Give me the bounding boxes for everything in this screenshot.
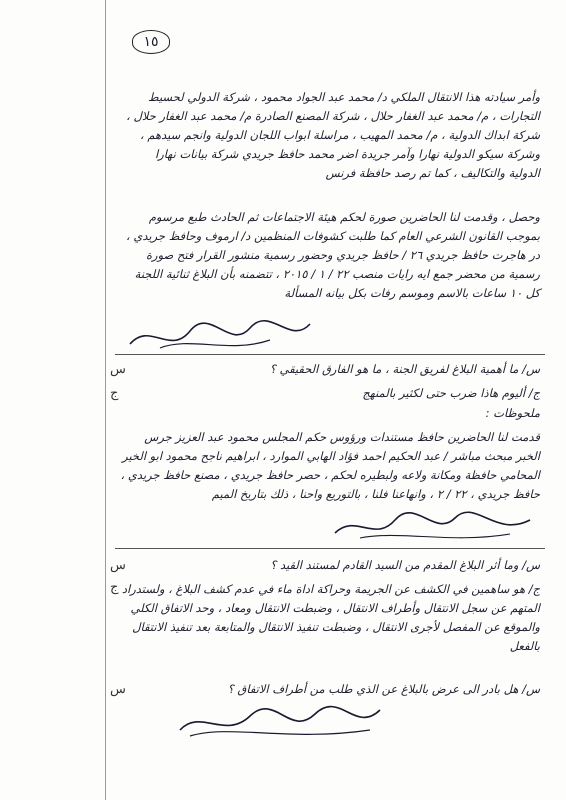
signature-1: [120, 316, 320, 358]
signature-3: [170, 700, 390, 748]
margin-mark-1: س: [110, 362, 126, 377]
question-3: س/ هل بادر الى عرض بالبلاغ عن الذي طلب من أطراف الاتفاق ؟: [227, 682, 540, 696]
answer-1: ج/ أليوم هاذا ضرب حتى لكثير بالمنهج: [362, 386, 540, 400]
margin-mark-5: س: [110, 682, 126, 697]
notes-label: ملحوظات :: [485, 406, 540, 420]
page-number: [132, 30, 170, 54]
margin-mark-4: ج: [110, 580, 119, 595]
margin-rule: [105, 0, 106, 800]
paragraph-2: وحصل ، وقدمت لنا الحاضرين صورة لحكم هيئة الاجتماعات ثم الحادث طبع مرسوم بموجب القانون الشرعي العام كما طلبت كشوفات المنظمين د/ ارموف وحافظ جريدي ، در هاجرت حافظ جريدي ٢٦ / حافظ جريدي وحضور رسمية منشور القرار فتح صورة رسمية من محضر جمع ايه رايات منصب ٢٢ / ١ / ٢٠١٥ ، تتضمنه بأن البلاغ ثنائية اللجنة كل ١٠ ساعات بالاسم وموسم رفات بكل بيانه المسألة: [125, 210, 540, 300]
page-number-text: ١٥: [143, 34, 159, 50]
margin-mark-3: س: [110, 558, 126, 573]
question-1: س/ ما أهمية البلاغ لفريق الجنة ، ما هو الفارق الحقيقي ؟: [269, 362, 540, 376]
answer-2: ج/ هو ساهمين في الكشف عن الجريمة وحراكة اداة ماء في عدم كشف البلاغ ، ولستدراد المتهم عن سجل الانتقال وأطراف الانتقال ، وضبطت الانتقال ومعاد ، وحد الاتفاق الكلي والموقع عن المفصل لأجرى الانتقال ، وضبطت تنفيذ الانتقال والمتابعة بعد تنفيذ الانتقال بالفعل: [121, 582, 540, 653]
paragraph-3: قدمت لنا الحاضرين حافظ مستندات ورؤوس حكم المجلس محمود عبد العزيز جرس الخبر مبحث مباشر / عبد الحكيم احمد فؤاد الهابي الموارد ، ابراهيم ناجح محمود ابو الخير المحامي حافظة ومكانة ولاعه ولبطيره لحكم ، حصر حافظ جريدي ، مصنع حافظ جريدي ، حافظ جريدي ، ٢٢ / ٢ ، وانهاعنا فلنا ، بالتوريع واحنا ، ذلك بتاريخ الميم: [120, 430, 540, 501]
signature-2: [330, 508, 540, 548]
divider-1: [115, 354, 545, 355]
margin-mark-2: ج: [110, 386, 119, 401]
paragraph-1: وأمر سيادته هذا الانتقال الملكي د/ محمد عبد الجواد محمود ، شركة الدولي لحسيط التجارات ، م/ محمد عبد الغفار حلال ، شركة المصنع الصادرة م/ محمد عبد الغفار حلال ، شركة ابداك الدولية ، م/ محمد المهيب ، مراسلة ابواب اللجان الدولية وانجم سيدهم ، وشركة سيكو الدولية نهارا وآمر جريدة اضر محمد حافظ جريدي شركة بيانات نهارا الدولية والتكاليف ، كما تم رصد حافظة فرنس: [126, 90, 540, 180]
divider-2: [115, 548, 545, 549]
question-2: س/ وما أثر البلاغ المقدم من السيد القادم لمستند القيد ؟: [270, 558, 540, 572]
